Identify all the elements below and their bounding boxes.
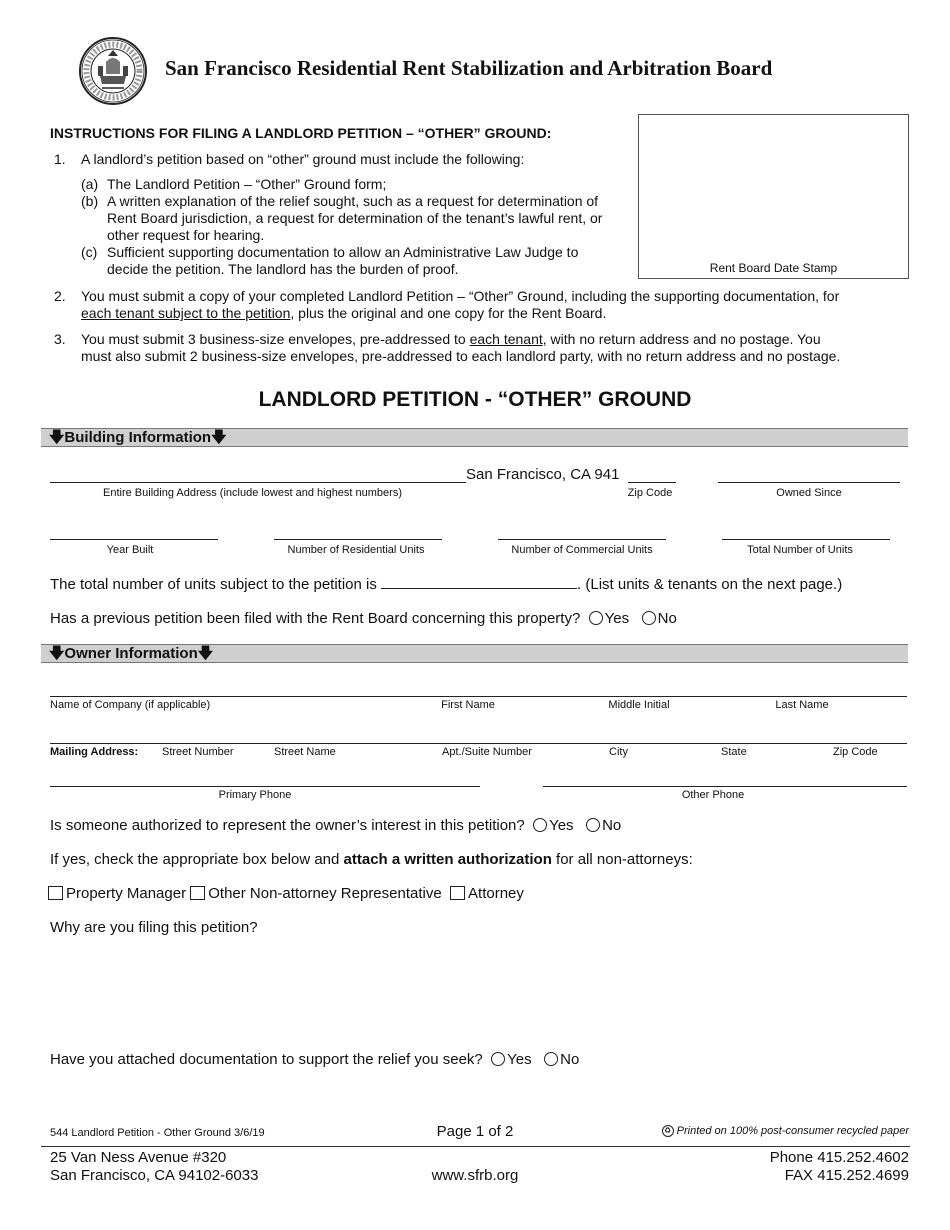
- owner-name-field[interactable]: [50, 696, 907, 697]
- authorization-text-b: for all non-attorneys:: [551, 851, 693, 868]
- last-name-caption: Last Name: [775, 699, 829, 711]
- previous-petition-question: [50, 610, 677, 627]
- website-link[interactable]: www.sfrb.org: [431, 1167, 519, 1184]
- instruction-2-line1: You must submit a copy of your completed Landlord Petition – “Other” Ground, including the supporting documentation, for: [81, 288, 840, 304]
- owner-section-header: 🡇Owner Information🡇: [41, 644, 908, 663]
- property-manager-label: Property Manager: [66, 885, 187, 902]
- other-representative-checkbox[interactable]: [190, 886, 205, 900]
- total-units-caption: Total Number of Units: [747, 544, 853, 556]
- recycled-text: Printed on 100% post-consumer recycled paper: [676, 1125, 909, 1137]
- city-caption: City: [609, 746, 628, 758]
- instruction-1a-text: The Landlord Petition – “Other” Ground form;: [107, 176, 387, 192]
- instructions-heading: INSTRUCTIONS FOR FILING A LANDLORD PETITION – “OTHER” GROUND:: [50, 125, 552, 141]
- city-seal-icon: [78, 36, 148, 106]
- documentation-no-radio[interactable]: [544, 1052, 558, 1066]
- documentation-question: [50, 1051, 579, 1068]
- residential-units-field[interactable]: [274, 539, 442, 540]
- authorization-text-a: If yes, check the appropriate box below and: [50, 851, 344, 868]
- previous-petition-no-label: No: [657, 610, 677, 627]
- instruction-2-number: 2.: [54, 288, 66, 304]
- street-name-caption: Street Name: [274, 746, 336, 758]
- authorized-yes-radio[interactable]: [533, 818, 547, 832]
- building-section-header: 🡇Building Information🡇: [41, 428, 908, 447]
- address-caption: Entire Building Address (include lowest and highest numbers): [103, 487, 402, 499]
- mailing-address-caption: Mailing Address:: [50, 746, 139, 758]
- instruction-1b-letter: (b): [81, 193, 99, 209]
- instruction-3-underlined: each tenant: [469, 331, 543, 347]
- recycle-icon: ♻: [662, 1125, 674, 1137]
- instruction-1c-line1: Sufficient supporting documentation to allow an Administrative Law Judge to: [107, 244, 579, 260]
- instruction-2-underlined: each tenant subject to the petition: [81, 305, 291, 321]
- previous-petition-yes-radio[interactable]: [589, 611, 603, 625]
- previous-petition-text: Has a previous petition been filed with the Rent Board concerning this property?: [50, 610, 581, 627]
- instruction-3-number: 3.: [54, 331, 66, 347]
- instruction-2-line2: [81, 305, 606, 322]
- company-caption: Name of Company (if applicable): [50, 699, 211, 711]
- instruction-1b-line1: A written explanation of the relief sought, such as a request for determination of: [107, 193, 599, 209]
- board-title: San Francisco Residential Rent Stabilization and Arbitration Board: [165, 56, 773, 80]
- page-number: Page 1 of 2: [436, 1123, 514, 1140]
- office-address-line2: San Francisco, CA 94102-6033: [50, 1167, 259, 1184]
- city-prefix: San Francisco, CA 941: [466, 466, 620, 483]
- instruction-1-text: A landlord’s petition based on “other” ground must include the following:: [81, 151, 525, 167]
- date-stamp-label: Rent Board Date Stamp: [709, 261, 838, 275]
- form-id: 544 Landlord Petition - Other Ground 3/6/19: [50, 1127, 265, 1139]
- units-question-text: The total number of units subject to the petition is: [50, 576, 377, 593]
- instruction-3-part-a: You must submit 3 business-size envelopes, pre-addressed to: [81, 331, 470, 347]
- instruction-3-line2: must also submit 2 business-size envelopes, pre-addressed to each landlord party, with no return address and no postage.: [81, 348, 841, 364]
- instruction-3-line1: [81, 331, 821, 348]
- property-manager-checkbox[interactable]: [48, 886, 63, 900]
- why-filing-answer-area[interactable]: [50, 942, 907, 1042]
- attorney-checkbox[interactable]: [450, 886, 465, 900]
- fax-number: FAX 415.252.4699: [784, 1167, 909, 1184]
- primary-phone-caption: Primary Phone: [218, 789, 292, 801]
- documentation-question-text: Have you attached documentation to support the relief you seek?: [50, 1051, 483, 1068]
- recycled-notice: [662, 1125, 909, 1137]
- instruction-1c-line2: decide the petition. The landlord has the burden of proof.: [107, 261, 459, 277]
- owned-since-field[interactable]: [718, 482, 900, 483]
- instruction-1c-letter: (c): [81, 244, 98, 260]
- year-built-caption: Year Built: [106, 544, 154, 556]
- middle-initial-caption: Middle Initial: [608, 699, 670, 711]
- authorized-question-text: Is someone authorized to represent the owner’s interest in this petition?: [50, 817, 525, 834]
- authorization-text-bold: attach a written authorization: [343, 851, 552, 868]
- year-built-field[interactable]: [50, 539, 218, 540]
- zip-code-field[interactable]: [628, 482, 676, 483]
- units-subject-question: [50, 576, 842, 593]
- documentation-yes-label: Yes: [507, 1051, 532, 1068]
- instruction-1-number: 1.: [54, 151, 66, 167]
- attorney-label: Attorney: [468, 885, 524, 902]
- documentation-yes-radio[interactable]: [491, 1052, 505, 1066]
- units-question-suffix: . (List units & tenants on the next page.): [577, 576, 843, 593]
- instruction-1b-line2: Rent Board jurisdiction, a request for determination of the tenant’s lawful rent, or: [107, 210, 603, 226]
- instruction-1b-line3: other request for hearing.: [107, 227, 265, 243]
- mailing-address-field[interactable]: [50, 743, 907, 744]
- office-address-line1: 25 Van Ness Avenue #320: [50, 1149, 227, 1166]
- residential-units-caption: Number of Residential Units: [287, 544, 425, 556]
- phone-number: Phone 415.252.4602: [769, 1149, 909, 1166]
- first-name-caption: First Name: [441, 699, 495, 711]
- total-units-field[interactable]: [722, 539, 890, 540]
- instruction-3-part-b: , with no return address and no postage. You: [542, 331, 821, 347]
- previous-petition-yes-label: Yes: [604, 610, 630, 627]
- authorized-representative-question: [50, 817, 621, 834]
- commercial-units-field[interactable]: [498, 539, 666, 540]
- authorized-yes-label: Yes: [549, 817, 574, 834]
- authorization-instruction: [50, 851, 693, 868]
- other-phone-caption: Other Phone: [681, 789, 745, 801]
- other-representative-label: Other Non-attorney Representative: [208, 885, 442, 902]
- building-address-field[interactable]: [50, 482, 466, 483]
- petition-title: LANDLORD PETITION - “OTHER” GROUND: [258, 388, 692, 411]
- owned-since-caption: Owned Since: [776, 487, 842, 499]
- representative-checkboxes: [48, 885, 524, 902]
- apt-suite-caption: Apt./Suite Number: [442, 746, 532, 758]
- units-subject-field[interactable]: [381, 576, 577, 589]
- authorized-no-label: No: [602, 817, 622, 834]
- why-filing-question: Why are you filing this petition?: [50, 919, 258, 936]
- footer-divider: [41, 1146, 910, 1147]
- date-stamp-box: [638, 114, 909, 279]
- state-caption: State: [721, 746, 747, 758]
- zip-code-caption: Zip Code: [833, 746, 878, 758]
- instruction-2-rest: , plus the original and one copy for the Rent Board.: [290, 305, 607, 321]
- primary-phone-field[interactable]: [50, 786, 480, 787]
- documentation-no-label: No: [560, 1051, 580, 1068]
- authorized-no-radio[interactable]: [586, 818, 600, 832]
- previous-petition-no-radio[interactable]: [642, 611, 656, 625]
- instruction-1a-letter: (a): [81, 176, 99, 192]
- zip-caption: Zip Code: [627, 487, 673, 499]
- commercial-units-caption: Number of Commercial Units: [511, 544, 653, 556]
- street-number-caption: Street Number: [162, 746, 234, 758]
- other-phone-field[interactable]: [543, 786, 907, 787]
